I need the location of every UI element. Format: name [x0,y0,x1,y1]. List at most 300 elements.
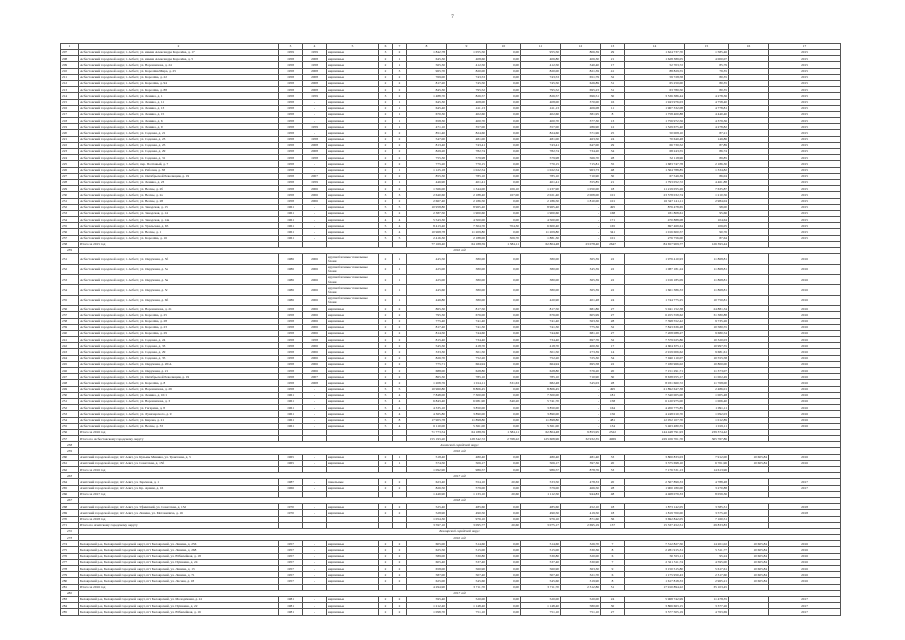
cell-col-3: 1958 [279,312,303,318]
cell-col-10: 0,00 [487,361,521,367]
cell-col-5: кирпичные [327,149,379,155]
cell-col-5: кирпичные [327,111,379,117]
cell-col-17: 2015 [769,149,841,155]
cell-col-9: 408,00 [447,99,487,105]
cell-col-1: 242 [61,343,79,349]
cell-col-1: 239 [61,324,79,330]
cell-col-15: 3 575,20 [685,510,729,516]
cell-col-2: Асбестовский городской округ, г. Асбест, ул. Окружная, д. 5а [79,264,279,274]
cell-col-8: 574,50 [407,460,447,466]
cell-col-15: 365 767,86 [685,436,729,442]
cell-col-11: 125 608,96 [521,436,561,442]
cell-col-1: 253 [61,411,79,417]
cell-col-7: 2 [393,136,407,142]
cell-col-11: 480,40 [521,454,561,460]
cell-col-5: кирпичные [327,485,379,491]
cell-col-1: 223 [61,149,79,155]
cell-col-4: 2006 [303,368,327,374]
cell-col-10: 0,00 [487,118,521,124]
cell-col-1: 233 [61,210,79,216]
cell-col-12: 2 008,00 [561,192,601,198]
cell-col-6: 2 [379,161,393,167]
cell-col-8: 589,00 [407,553,447,559]
cell-col-8: 528,90 [407,510,447,516]
cell-col-17: 2016 [769,337,841,343]
cell-col-1: 244 [61,355,79,361]
cell-col-3: 1986 [279,264,303,274]
cell-col-12: - [561,392,601,398]
cell-col-5: кирпичные [327,142,379,148]
cell-col-14: 7 151 291,71 [625,368,685,374]
cell-col-2: Асбестовский городской округ, г. Асбест, ул. Заводская, д. 14 [79,210,279,216]
cell-col-6: 2 [379,142,393,148]
cell-col-14: 1 873 142,05 [625,504,685,510]
cell-col-9: 5 361,00 [447,423,487,429]
cell-col-15: 239 374,42 [685,429,729,435]
cell-col-1: 229 [61,186,79,192]
cell-col-11: 2 186,50 [521,198,561,204]
cell-col-14: 4 604 675,11 [625,343,685,349]
cell-col-8: 815,40 [407,337,447,343]
cell-col-1: 209 [61,62,79,68]
cell-col-1: 210 [61,68,79,74]
cell-col-13: 13 [601,118,625,124]
cell-col-16: 10 605,84 [729,460,769,466]
cell-col-10: 0,00 [487,130,521,136]
cell-col-2: Белоярский р-н, Белоярский городской округ, пгт Белоярский, ул. Пушкина, д. 22 [79,603,279,609]
cell-col-7: 2 [393,324,407,330]
cell-col-6: 5 [379,411,393,417]
cell-col-5: кирпичные [327,454,379,460]
cell-col-9: 752,20 [447,355,487,361]
cell-col-3: 1957 [279,578,303,584]
column-number-cell: 10 [487,44,521,50]
cell-col-4: 2007 [303,173,327,179]
cell-col-12: 651,79 [561,74,601,80]
cell-col-12: 381,95 [561,111,601,117]
cell-col-6: 5 [379,223,393,229]
cell-col-16: 10 605,84 [729,547,769,553]
cell-col-7: 2 [393,479,407,485]
cell-col-3: 1961 [279,217,303,223]
row-number: 267 [61,497,79,503]
cell-col-13: 32 [601,324,625,330]
cell-col-13: 4969 [601,436,625,442]
cell-col-9: 986,57 [447,467,487,473]
cell-col-2: Асбестовский городской округ, г. Асбест, ул. Садовая, д. 21 [79,130,279,136]
cell-col-3: 1958 [279,68,303,74]
cell-col-2: Итого за 2018 год [79,516,279,522]
cell-col-11: 357,00 [521,124,561,130]
cell-col-10: 0,00 [487,87,521,93]
cell-col-12: 400,36 [561,343,601,349]
cell-col-17: 2016 [769,324,841,330]
cell-col-10: 0,00 [487,386,521,392]
cell-col-4: 2006 [303,312,327,318]
cell-col-13: 34 [601,149,625,155]
cell-col-15: 85,79 [685,62,729,68]
cell-col-12: 520,00 [561,596,601,602]
cell-col-11: 11 209,80 [521,229,561,235]
cell-col-1: 254 [61,417,79,423]
cell-col-8: 445,50 [407,254,447,264]
cell-col-1: 215 [61,99,79,105]
cell-col-14: 2 321 311,74 [625,559,685,565]
cell-col-7: 1 [393,285,407,295]
cell-col-16: 10 605,84 [729,454,769,460]
cell-col-1: 284 [61,603,79,609]
cell-col-3: 1958 [279,161,303,167]
cell-col-14: 7 340 005,00 [625,392,685,398]
cell-col-1: 245 [61,361,79,367]
cell-col-5: кирпичные [327,56,379,62]
cell-col-11: 824,60 [521,130,561,136]
cell-col-15: 11 868,81 [685,254,729,264]
cell-col-5: кирпичные [327,229,379,235]
cell-col-4: - [303,572,327,578]
cell-col-13: 495 [601,386,625,392]
cell-col-11: 986,57 [521,467,561,473]
cell-col-4: - [303,603,327,609]
cell-col-12: - [561,210,601,216]
cell-col-4: - [303,99,327,105]
cell-col-8: 587,00 [407,572,447,578]
cell-col-14: 5 041 152,38 [625,306,685,312]
cell-col-13: 2647 [601,241,625,247]
cell-col-5: кирпичные [327,312,379,318]
cell-col-6: 2 [379,124,393,130]
cell-col-3: 1958 [279,355,303,361]
cell-col-11: 401,41 [521,179,561,185]
cell-col-9: 1 133,10 [447,491,487,497]
cell-col-15: 87,64 [685,235,729,241]
cell-col-6: 2 [379,603,393,609]
cell-col-7: 8 [393,417,407,423]
cell-col-3: 1961 [279,411,303,417]
cell-col-9: 7 300,00 [447,392,487,398]
cell-col-13: 18 [601,186,625,192]
column-number-cell: 14 [625,44,685,50]
cell-col-17: 2016 [769,274,841,284]
cell-col-16 [729,274,769,284]
cell-col-15: 146,86 [685,136,729,142]
cell-col-12: 365,39 [561,274,601,284]
cell-col-9: 380,00 [447,274,487,284]
cell-col-12: 286,90 [561,124,601,130]
cell-col-1: 274 [61,541,79,547]
cell-col-5: панельные [327,479,379,485]
cell-col-10: 0,00 [487,330,521,336]
cell-col-3: 1958 [279,93,303,99]
cell-col-14: 2 281 915,31 [625,547,685,553]
cell-col-9: 520,00 [447,596,487,602]
cell-col-6: 2 [379,553,393,559]
cell-col-12: 696,51 [561,93,601,99]
cell-col-6: 5 [379,204,393,210]
cell-col-7: 1 [393,118,407,124]
cell-col-1: 236 [61,229,79,235]
cell-col-8: 2 667,40 [407,198,447,204]
cell-col-14: 7 180 966,02 [625,361,685,367]
cell-col-4: 2008 [303,380,327,386]
cell-col-14: 1 758 400,88 [625,111,685,117]
cell-col-10: 0,00 [487,142,521,148]
cell-col-17: 2015 [769,235,841,241]
cell-col-9: 820,00 [447,68,487,74]
cell-col-9: 380,00 [447,295,487,305]
cell-col-17: 2015 [769,198,841,204]
cell-col-11: 743,41 [521,142,561,148]
cell-col-6: 2 [379,87,393,93]
cell-col-1: 214 [61,93,79,99]
cell-col-1: 224 [61,155,79,161]
cell-col-14: 65 250,00 [625,80,685,86]
cell-col-13: 30 [601,93,625,99]
cell-col-11: 955,50 [521,50,561,56]
cell-col-14: 470 888,08 [625,217,685,223]
cell-col-1: 227 [61,173,79,179]
cell-col-5: кирпичные [327,355,379,361]
cell-col-12: 406,30 [561,56,601,62]
cell-col-10: 0,00 [487,553,521,559]
cell-col-5: кирпичные [327,105,379,111]
cell-col-7: 2 [393,374,407,380]
cell-col-5: крупноблочные/ панельные блоки [327,274,379,284]
cell-col-5: кирпичные [327,217,379,223]
cell-col-17: 2015 [769,155,841,161]
cell-col-15: 4 461,88 [685,179,729,185]
cell-col-9: 408,60 [447,56,487,62]
cell-col-1: 238 [61,241,79,247]
cell-col-4: - [303,504,327,510]
cell-col-1: 232 [61,204,79,210]
cell-col-15: 80,35 [685,80,729,86]
cell-col-10: 0,00 [487,559,521,565]
cell-col-14: 7 208 088,27 [625,330,685,336]
cell-col-17: 2018 [769,504,841,510]
cell-col-7: 5 [393,235,407,241]
cell-col-1: 237 [61,235,79,241]
cell-col-5: кирпичные [327,417,379,423]
cell-col-13: 30 [601,603,625,609]
cell-col-8: 865,30 [407,306,447,312]
cell-col-3: 1961 [279,223,303,229]
cell-col-15: 9 735,26 [685,318,729,324]
cell-col-2: Асбестовский городской округ, г. Асбест, ул. Ворошилова, д. 24 [79,62,279,68]
cell-col-5: кирпичные [327,380,379,386]
cell-col-11: 664,94 [521,361,561,367]
cell-col-11: 579,98 [521,155,561,161]
cell-col-12: 775,36 [561,324,601,330]
cell-col-17: 2016 [769,380,841,386]
page-number: 7 [451,15,454,20]
cell-col-3: 1957 [279,547,303,553]
cell-col-9: 11 898,80 [447,417,487,423]
cell-col-10: 20,60 [487,491,521,497]
cell-col-10: 0,00 [487,516,521,522]
cell-col-2: Асбестовский городской округ, г. Асбест, ул. Весны, д. 33 [79,423,279,429]
cell-col-7: 2 [393,87,407,93]
cell-col-2: Асбестовский городской округ, г. Асбест, ул. Королёва, д. 22 [79,74,279,80]
cell-col-17: 2016 [769,547,841,553]
cell-col-5: кирпичные [327,504,379,510]
column-number-cell: 1 [61,44,79,50]
cell-col-1: 270 [61,516,79,522]
cell-col-2: Асбестовский городской округ, г. Асбест, ул. Октябрьской Революции, д. 19 [79,173,279,179]
cell-col-9: 11 209,80 [447,229,487,235]
cell-col-2: Асбестовский городской округ, г. Асбест, ул. Садовая, д. 33 [79,343,279,349]
cell-col-15: 6 701,96 [685,460,729,466]
cell-col-13: 24 [601,295,625,305]
cell-col-2: Асбестовский городской округ, г. Асбест, ул. Королёва, д. 23 [79,324,279,330]
cell-col-4: 2006 [303,343,327,349]
cell-col-10: 0,00 [487,603,521,609]
cell-col-2: Асбестовский городской округ, г. Асбест, ул. Ленина, д. 15 [79,111,279,117]
cell-col-3: 1961 [279,210,303,216]
cell-col-11: 412,50 [521,62,561,68]
cell-col-12: 32 932,35 [561,436,601,442]
cell-col-17: 2015 [769,50,841,56]
cell-col-17: 2017 [769,596,841,602]
cell-col-8: 333,30 [407,349,447,355]
cell-col-15: 4 278,36 [685,93,729,99]
cell-col-12: 571,96 [561,130,601,136]
cell-col-1: 233 [61,274,79,284]
cell-col-9: 64 188,59 [447,241,487,247]
cell-col-9: 485,60 [447,504,487,510]
cell-col-9: 782,74 [447,149,487,155]
cell-col-7: 2 [393,343,407,349]
cell-col-13: 12 [601,124,625,130]
cell-col-2: Асбестовский городской округ, г. Асбест, ул. Уральская, д. 65 [79,223,279,229]
cell-col-7: 2 [393,142,407,148]
cell-col-2: Асбестовский городской округ, г. Асбест, ул. Окружная, д. 5в [79,274,279,284]
cell-col-14: 1 900 180,00 [625,485,685,491]
cell-col-10: 0,00 [487,217,521,223]
cell-col-16: 10 605,84 [729,578,769,584]
cell-col-14: 2 567 899,33 [625,479,685,485]
cell-col-11: 533,50 [521,479,561,485]
cell-col-8: 565,30 [407,62,447,68]
cell-col-4: - [303,167,327,173]
cell-col-14: 3 536 386,44 [625,93,685,99]
cell-col-4: 1958 [303,155,327,161]
cell-col-2: Ачитский городской округ, пгт Ачит, ул. Ленина, ул. Мотовилиха, д. 16 [79,510,279,516]
cell-col-4: 2006 [303,198,327,204]
cell-col-16 [729,609,769,615]
cell-col-15: 10 997,55 [685,343,729,349]
cell-col-15: 10 800,00 [685,361,729,367]
cell-col-8: 623,40 [407,479,447,485]
cell-col-11: 402,60 [521,111,561,117]
cell-col-8: 670,30 [407,111,447,117]
cell-col-12: 377,30 [561,118,601,124]
cell-col-7: 1 [393,264,407,274]
column-number-cell: 12 [561,44,601,50]
cell-col-3: 1958 [279,380,303,386]
cell-col-15: 1 585,46 [685,50,729,56]
cell-col-4: 2006 [303,330,327,336]
cell-col-9: 506,17 [447,460,487,466]
cell-col-10: 0,00 [487,572,521,578]
cell-col-1: 260 [61,454,79,460]
cell-col-14: 276 756,00 [625,235,685,241]
cell-col-13: 48 [601,167,625,173]
cell-col-10: 0,00 [487,596,521,602]
cell-col-9: 412,50 [447,62,487,68]
cell-col-15: 79,35 [685,68,729,74]
cell-col-12: 944,83 [561,491,601,497]
cell-col-3: 1958 [279,74,303,80]
cell-col-3: 1958 [279,130,303,136]
section-title: 2016 год [79,248,841,254]
cell-col-3: 1958 [279,324,303,330]
cell-col-7: 1 [393,295,407,305]
cell-col-8: 795,30 [407,312,447,318]
cell-col-2: Итого за 2015 год [79,241,279,247]
cell-col-11: 380,00 [521,254,561,264]
cell-col-7: 2 [393,485,407,491]
cell-col-4: - [303,578,327,584]
cell-col-3: 1959 [279,50,303,56]
cell-col-8: 1 098,70 [407,609,447,615]
cell-col-7: 5 [393,204,407,210]
cell-col-5: кирпичные [327,93,379,99]
cell-col-10: 0,00 [487,274,521,284]
cell-col-11: 826,57 [521,93,561,99]
cell-col-15: 4 440,40 [685,111,729,117]
cell-col-13: 8 [601,547,625,553]
cell-col-6: 2 [379,62,393,68]
cell-col-11: 1 900,60 [521,210,561,216]
cell-col-2: Итого за 2016 год [79,584,279,590]
cell-col-4: 1958 [303,62,327,68]
cell-col-6: 2 [379,254,393,264]
cell-col-4: - [303,460,327,466]
cell-col-12: 478,33 [561,479,601,485]
cell-col-15: 10 580,55 [685,324,729,330]
cell-col-3: 1986 [279,295,303,305]
cell-col-7: 2 [393,198,407,204]
cell-col-17: 2016 [769,285,841,295]
cell-col-2: Асбестовский городской округ, г. Асбест, ул. Садовая, д. 31 [79,155,279,161]
cell-col-8: 425,00 [407,264,447,274]
cell-col-11: 3 075,17 [521,522,561,528]
cell-col-9: 301,50 [447,349,487,355]
cell-col-6: 2 [379,504,393,510]
cell-col-4: 2006 [303,355,327,361]
cell-col-5: кирпичные [327,136,379,142]
section-title: Ачитский городской округ [79,442,841,448]
cell-col-11: 817,50 [521,306,561,312]
cell-col-11: 795,52 [521,87,561,93]
cell-col-6: 2 [379,295,393,305]
cell-col-10: 0,00 [487,318,521,324]
cell-col-6: 4 [379,217,393,223]
cell-col-2: Белоярский р-н, Белоярский городской округ, пгт Белоярский, ул. Молодёжная, д. 41 [79,596,279,602]
cell-col-7: 1 [393,105,407,111]
cell-col-9: 744,60 [447,330,487,336]
cell-col-7: 2 [393,80,407,86]
cell-col-10: 20,60 [487,522,521,528]
cell-col-3: 1958 [279,198,303,204]
cell-col-6: 2 [379,337,393,343]
cell-col-8: 865,30 [407,374,447,380]
cell-col-4: 2006 [303,318,327,324]
cell-col-5: кирпичные [327,578,379,584]
cell-col-8: 1 208,76 [407,380,447,386]
cell-col-11: 8 806,45 [521,386,561,392]
